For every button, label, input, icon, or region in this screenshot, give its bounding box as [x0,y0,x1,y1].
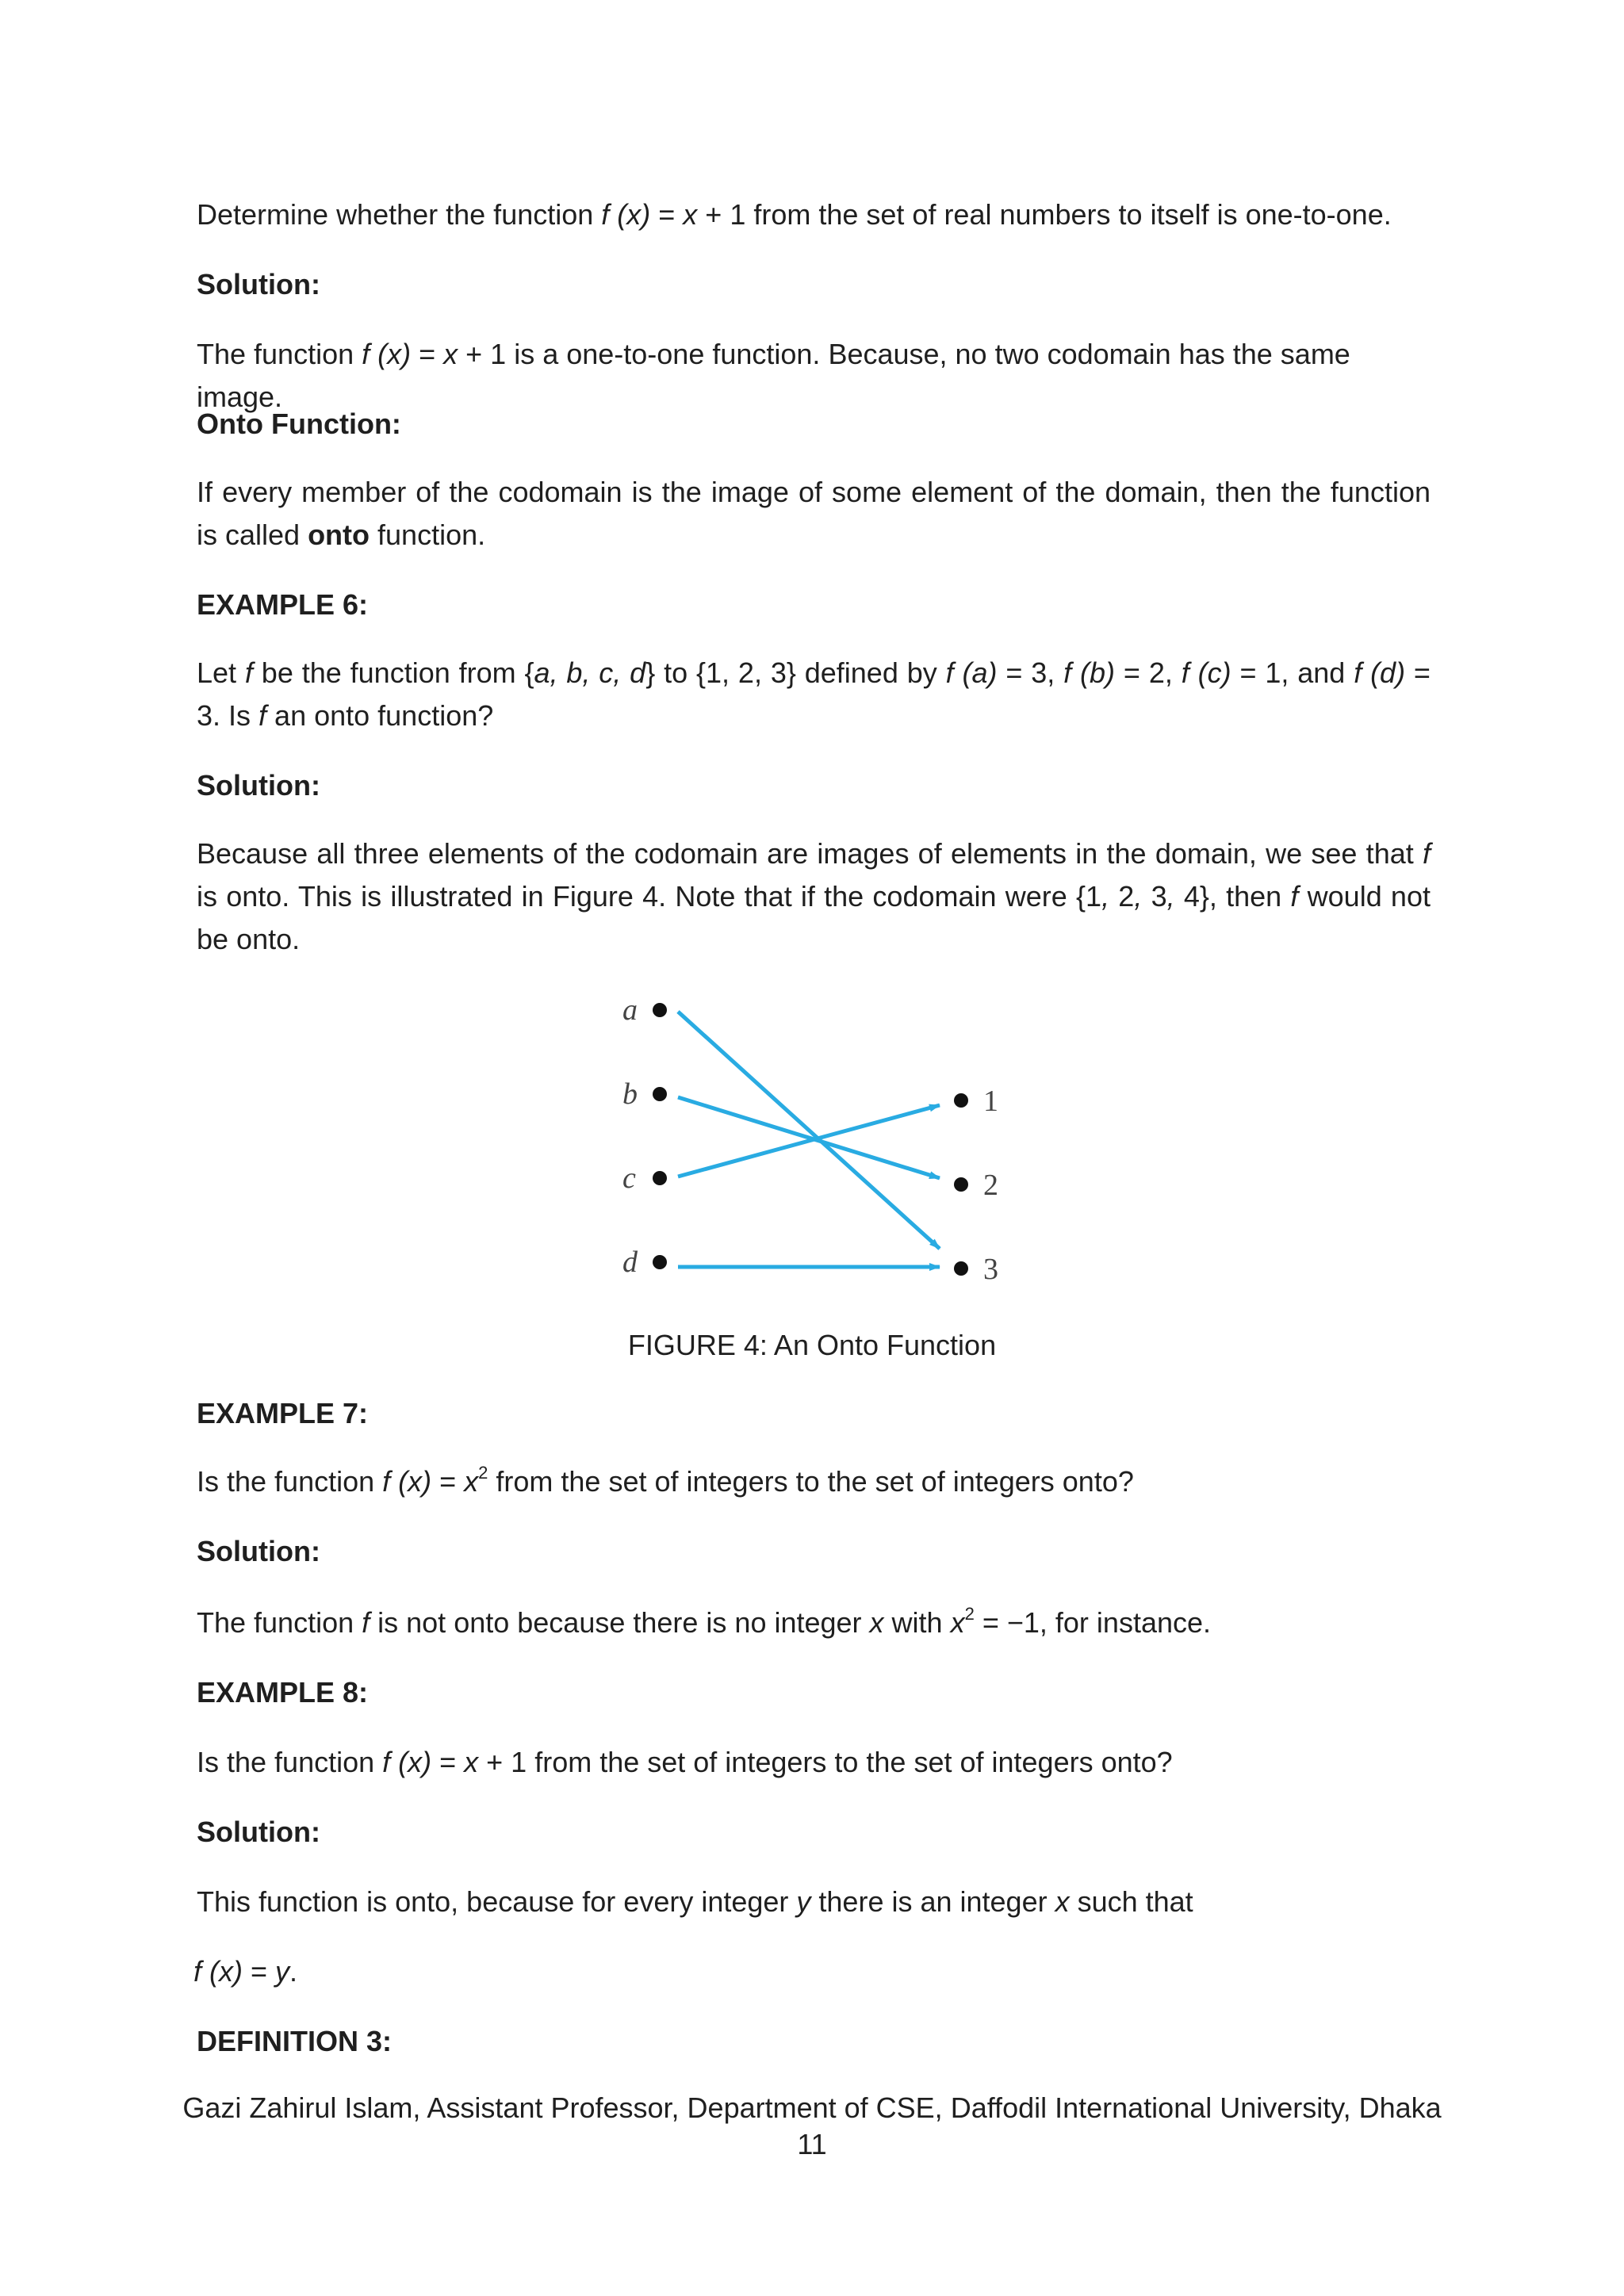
text-run: would not be onto. [197,880,1431,955]
text-run: = 1, and [1231,656,1354,689]
bold-term-onto: onto [308,519,370,551]
paragraph-onto-definition [197,471,1431,557]
solution-heading-3: Solution: [197,1535,320,1567]
text-run: + 1 from the set of real numbers to itself is one-to-one. [697,198,1392,231]
math-x: x [683,198,698,231]
math-fx: f (x) [362,338,412,370]
text-run: + 1 from the set of integers to the set of integers onto? [478,1746,1173,1778]
text-run: , [1166,880,1175,913]
domain-dot-a [653,1003,667,1017]
text-run: 3 [1142,880,1167,913]
math-fc: f (c) [1181,656,1231,689]
text-run: = [431,1746,465,1778]
math-x: x [464,1746,479,1778]
math-f: f [259,699,267,732]
text-run: 4}, then [1174,880,1291,913]
text-run: Because all three elements of the codomain are images of elements in the domain, we see that [197,837,1423,870]
superscript-2: 2 [478,1463,488,1483]
text-run: } to {1, 2, 3} defined by [645,656,946,689]
domain-label-c: c [622,1161,636,1195]
domain-dot-d [653,1255,667,1269]
text-run: there is an integer [810,1885,1055,1918]
text-run: + 1 is a one-to-one function. Because, no two codomain has the same image. [197,338,1350,413]
definition-3-heading: DEFINITION 3: [197,2025,393,2057]
codomain-label-2: 2 [983,1169,998,1202]
superscript-2: 2 [964,1604,975,1624]
text-run: , [1134,880,1143,913]
text-run: is onto. This is illustrated in Figure 4. Note that if the codomain were {1 [197,880,1102,913]
text-run: This function is onto, because for every integer [197,1885,797,1918]
text-run: is not onto because there is no integer [370,1606,870,1639]
solution-heading-4: Solution: [197,1816,320,1848]
math-x: x [1055,1885,1070,1918]
math-x: x [869,1606,884,1639]
codomain-dot-3 [954,1261,968,1276]
math-f: f [1290,880,1299,913]
text-run: be the function from { [252,656,534,689]
math-x: x [950,1606,965,1639]
math-x: x [464,1465,479,1498]
onto-function-heading: Onto Function: [197,408,401,440]
text-run: Is the function [197,1465,383,1498]
domain-label-d: d [622,1246,638,1279]
codomain-dot-2 [954,1177,968,1192]
solution-heading-1: Solution: [197,268,320,300]
math-fa: f (a) [945,656,998,689]
text-run: an onto function? [266,699,494,732]
math-f: f [362,1606,370,1639]
text-run: , [1101,880,1110,913]
text-run: with [883,1606,951,1639]
math-fx: f (x) [601,198,651,231]
domain-label-a: a [622,993,638,1027]
text-run: = −1, for instance. [974,1606,1212,1639]
text-run: from the set of integers to the set of integers onto? [488,1465,1134,1498]
example-8-heading: EXAMPLE 8: [197,1676,369,1709]
math-y: y [796,1885,811,1918]
text-run: = 3. Is [197,656,1431,732]
text-run: = [242,1955,276,1988]
math-fx: f (x) [382,1465,432,1498]
text-run: = 3, [997,656,1064,689]
example-7-heading: EXAMPLE 7: [197,1397,369,1429]
math-set: a, b, c, d [534,656,646,689]
text-run: . [289,1955,298,1988]
paragraph-one-to-one-question [197,193,1431,236]
figure-caption: FIGURE 4: An Onto Function [627,1329,997,1361]
text-run: = [431,1465,465,1498]
math-y: y [275,1955,290,1988]
math-fd: f (d) [1354,656,1406,689]
text-run: = [411,338,444,370]
math-fx: f (x) [382,1746,432,1778]
paragraph-example-6 [197,652,1431,737]
page-number: 11 [797,2128,827,2160]
text-run: = 2, [1115,656,1182,689]
math-x: x [443,338,458,370]
solution-heading-2: Solution: [197,769,320,802]
text-run: The function [197,338,362,370]
text-run: The function [197,1606,362,1639]
math-f: f [1422,837,1431,870]
math-fx: f (x) [193,1955,243,1988]
text-run: Is the function [197,1746,383,1778]
text-run: If every member of the codomain is the image of some element of the domain, then the function is called [197,476,1431,551]
domain-dot-c [653,1171,667,1185]
paragraph-example-6-solution [197,832,1431,961]
text-run: = [650,198,684,231]
text-run: Let [197,656,245,689]
example-6-heading: EXAMPLE 6: [197,588,369,621]
text-run: Determine whether the function [197,198,602,231]
codomain-label-3: 3 [983,1253,998,1286]
codomain-dot-1 [954,1093,968,1108]
text-run: such that [1069,1885,1193,1918]
math-f: f [244,656,253,689]
domain-label-b: b [622,1077,638,1111]
arrow-a-to-3 [678,1012,940,1249]
onto-function-diagram [591,983,1035,1300]
footer-author-line: Gazi Zahirul Islam, Assistant Professor, Department of CSE, Daffodil International University, Dhaka [182,2091,1442,2124]
domain-dot-b [653,1087,667,1101]
codomain-label-1: 1 [983,1085,998,1118]
text-run: 2 [1109,880,1135,913]
math-fb: f (b) [1063,656,1116,689]
text-run: function. [370,519,486,551]
